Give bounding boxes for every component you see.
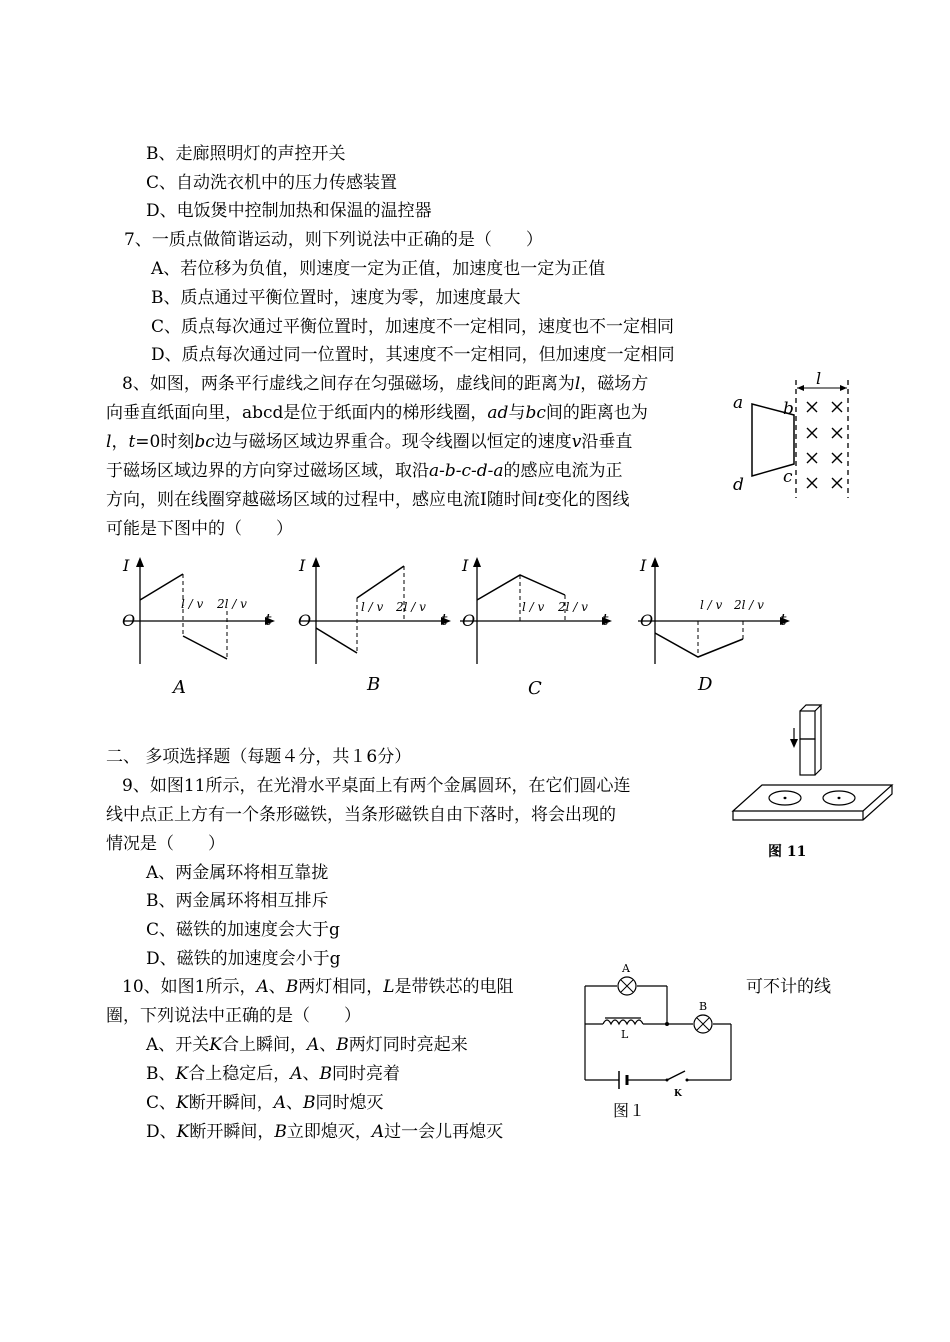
svg-text:2l / v: 2l / v (396, 600, 426, 614)
svg-text:t: t (780, 610, 787, 629)
q9-line-3: 情况是（ ） (106, 834, 225, 854)
svg-text:l / v: l / v (181, 597, 204, 611)
q8-line-1: 8、如图，两条平行虚线之间存在匀强磁场，虚线间的距离为l，磁场方 (122, 374, 649, 394)
lamp-a-label: A (622, 962, 630, 975)
q8-line-6: 可能是下图中的（ ） (106, 519, 293, 539)
svg-text:I: I (640, 556, 647, 575)
q7-stem: 7、一质点做简谐运动，则下列说法中正确的是（ ） (124, 230, 543, 250)
q8-line-4: 于磁场区域边界的方向穿过磁场区域，取沿a-b-c-d-a的感应电流为正 (106, 461, 623, 481)
svg-text:I: I (299, 556, 306, 575)
graph-c-label: C (528, 678, 542, 699)
q8-line-2: 向垂直纸面向里，abcd是位于纸面内的梯形线圈，ad与bc间的距离也为 (106, 403, 648, 423)
svg-text:O: O (122, 611, 136, 630)
coil-label-c: c (783, 467, 793, 487)
svg-text:2l / v: 2l / v (734, 598, 764, 612)
q8-line-5: 方向，则在线圈穿越磁场区域的过程中，感应电流Ⅰ随时间t变化的图线 (106, 490, 630, 510)
q10-line-1a: 10、如图1所示，A、B两灯相同，L是带铁芯的电阻 (122, 977, 514, 997)
q7-option-a: A、若位移为负值，则速度一定为正值，加速度也一定为正值 (151, 259, 606, 279)
figure-11-caption: 图 11 (768, 844, 807, 860)
width-label: l (816, 370, 822, 388)
q7-option-c: C、质点每次通过平衡位置时，加速度不一定相同，速度也不一定相同 (151, 317, 675, 337)
q9-option-c: C、磁铁的加速度会大于g (146, 920, 340, 940)
q10-option-b: B、K合上稳定后，A、B同时亮着 (146, 1064, 400, 1084)
q10-option-c: C、K断开瞬间，A、B同时熄灭 (146, 1093, 384, 1113)
q8-graph-c (452, 553, 622, 701)
q6-option-c: C、自动洗衣机中的压力传感装置 (146, 173, 398, 193)
q8-line-3: l，t=0时刻bc边与磁场区域边界重合。现令线圈以恒定的速度v沿垂直 (106, 432, 633, 452)
q9-line-1: 9、如图11所示，在光滑水平桌面上有两个金属圆环，在它们圆心连 (122, 776, 631, 796)
svg-text:I: I (123, 556, 130, 575)
magnetic-field-crosses (807, 402, 842, 488)
svg-text:l / v: l / v (700, 598, 723, 612)
lamp-b-label: B (699, 1000, 708, 1013)
bar-magnet-top (800, 711, 815, 739)
coil-label-b: b (783, 399, 794, 419)
svg-text:O: O (462, 611, 476, 630)
inductor-label: L (621, 1028, 629, 1041)
q9-magnet-rings-figure (730, 700, 895, 865)
q7-option-d: D、质点每次通过同一位置时，其速度不一定相同，但加速度一定相同 (151, 345, 675, 365)
svg-text:t: t (602, 610, 609, 629)
tabletop (733, 785, 892, 811)
q8-graph-b (291, 553, 461, 701)
q10-option-d: D、K断开瞬间，B立即熄灭，A过一会儿再熄灭 (146, 1122, 504, 1142)
q9-option-d: D、磁铁的加速度会小于g (146, 949, 341, 969)
svg-text:t: t (441, 610, 448, 629)
q9-option-b: B、两金属环将相互排斥 (146, 891, 329, 911)
q10-option-a: A、开关K合上瞬间，A、B两灯同时亮起来 (146, 1035, 468, 1055)
q8-graph-a (115, 553, 285, 701)
q9-line-2: 线中点正上方有一个条形磁铁，当条形磁铁自由下落时，将会出现的 (106, 805, 616, 825)
q6-option-b: B、走廊照明灯的声控开关 (146, 144, 346, 164)
q6-option-d: D、电饭煲中控制加热和保温的温控器 (146, 201, 432, 221)
svg-text:2l / v: 2l / v (558, 600, 588, 614)
q8-coil-field-figure (728, 370, 858, 500)
graph-d-label: D (698, 674, 713, 695)
coil-label-d: d (733, 475, 744, 495)
q8-graph-d (630, 553, 800, 701)
switch-k-label: K (674, 1089, 682, 1099)
graph-a-label: A (173, 677, 186, 698)
bar-magnet-bottom (800, 739, 815, 775)
lamp-b (694, 1015, 712, 1033)
q10-line-1b: 可不计的线 (746, 977, 831, 997)
switch-k (667, 1071, 685, 1080)
coil-label-a: a (733, 393, 744, 413)
inductor-coil (603, 1020, 643, 1024)
svg-text:t: t (265, 610, 272, 629)
svg-text:O: O (298, 611, 312, 630)
q9-option-a: A、两金属环将相互靠拢 (146, 863, 329, 883)
svg-text:O: O (640, 611, 654, 630)
svg-text:l / v: l / v (361, 600, 384, 614)
q7-option-b: B、质点通过平衡位置时，速度为零，加速度最大 (151, 288, 521, 308)
graph-b-label: B (367, 674, 381, 695)
q10-circuit-figure (575, 958, 745, 1128)
q10-line-2: 圈，下列说法中正确的是（ ） (106, 1006, 361, 1026)
lamp-a (618, 977, 636, 995)
svg-text:2l / v: 2l / v (217, 597, 247, 611)
figure-1-caption: 图１ (613, 1101, 646, 1120)
section-2-title: 二、 多项选择题（每题４分，共１6分） (106, 747, 412, 767)
svg-text:l / v: l / v (522, 600, 545, 614)
svg-text:I: I (462, 556, 469, 575)
